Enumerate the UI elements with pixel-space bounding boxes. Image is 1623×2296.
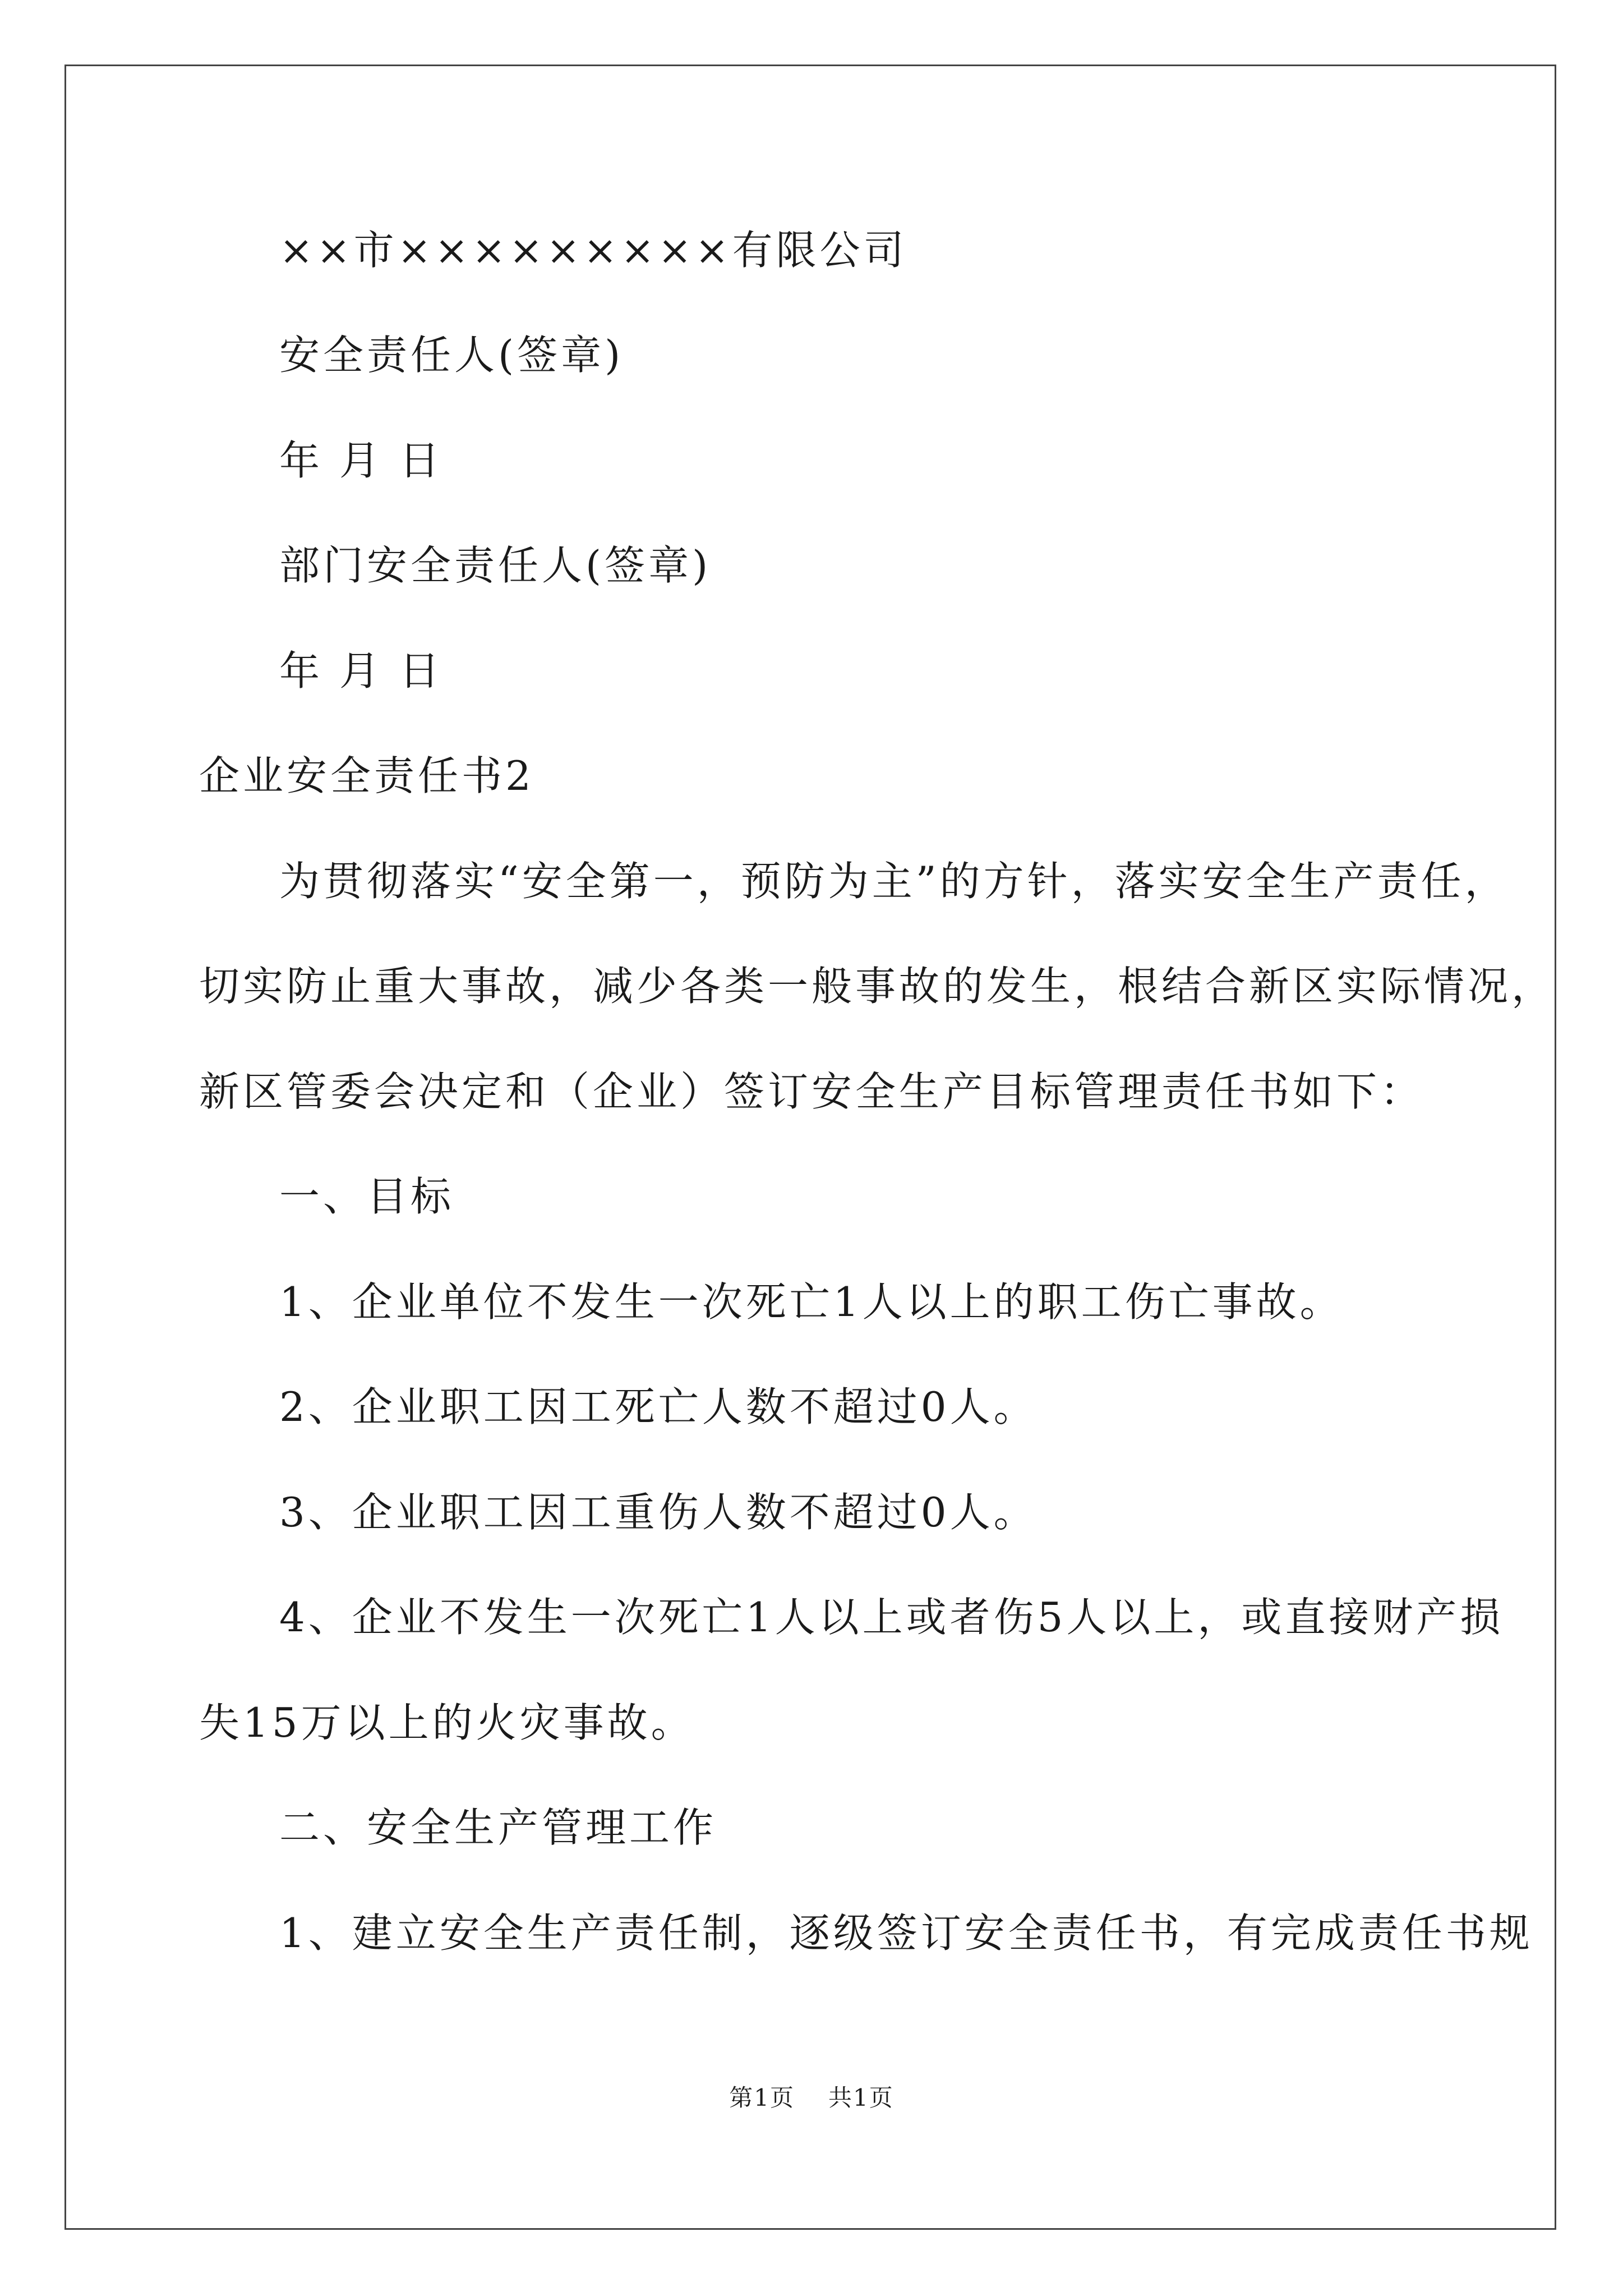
heading-management: 二、安全生产管理工作: [279, 1804, 717, 1851]
page-footer: [0, 2081, 1623, 2115]
date-line-2: 年 月 日: [279, 647, 443, 694]
signature-line-1: 安全责任人(签章): [279, 332, 624, 379]
heading-goals: 一、目标: [279, 1173, 455, 1220]
goal-item-continued: 失15万以上的火灾事故。: [199, 1699, 695, 1746]
page-border: [64, 65, 1556, 2230]
intro-line: 新区管委会决定和（企业）签订安全生产目标管理责任书如下：: [199, 1068, 1424, 1115]
date-line-1: 年 月 日: [279, 437, 443, 484]
goal-item: 4、企业不发生一次死亡1人以上或者伤5人以上，或直接财产损: [279, 1594, 1504, 1641]
intro-line: 切实防止重大事故，减少各类一般事故的发生，根结合新区实际情况，: [199, 963, 1556, 1010]
signature-line-2: 部门安全责任人(签章): [279, 542, 712, 589]
goal-item: 2、企业职工因工死亡人数不超过0人。: [279, 1383, 1038, 1430]
section-title: 企业安全责任书2: [199, 752, 534, 799]
page-number: 第1页: [729, 2084, 795, 2111]
intro-line: 为贯彻落实“安全第一，预防为主”的方针，落实安全生产责任，: [279, 858, 1509, 905]
goal-item: 1、企业单位不发生一次死亡1人以上的职工伤亡事故。: [279, 1278, 1344, 1326]
work-item: 1、建立安全生产责任制，逐级签订安全责任书，有完成责任书规: [279, 1910, 1533, 1957]
page-total: 共1页: [828, 2084, 894, 2111]
goal-item: 3、企业职工因工重伤人数不超过0人。: [279, 1489, 1038, 1536]
company-line: ××市×××××××××有限公司: [279, 227, 907, 274]
